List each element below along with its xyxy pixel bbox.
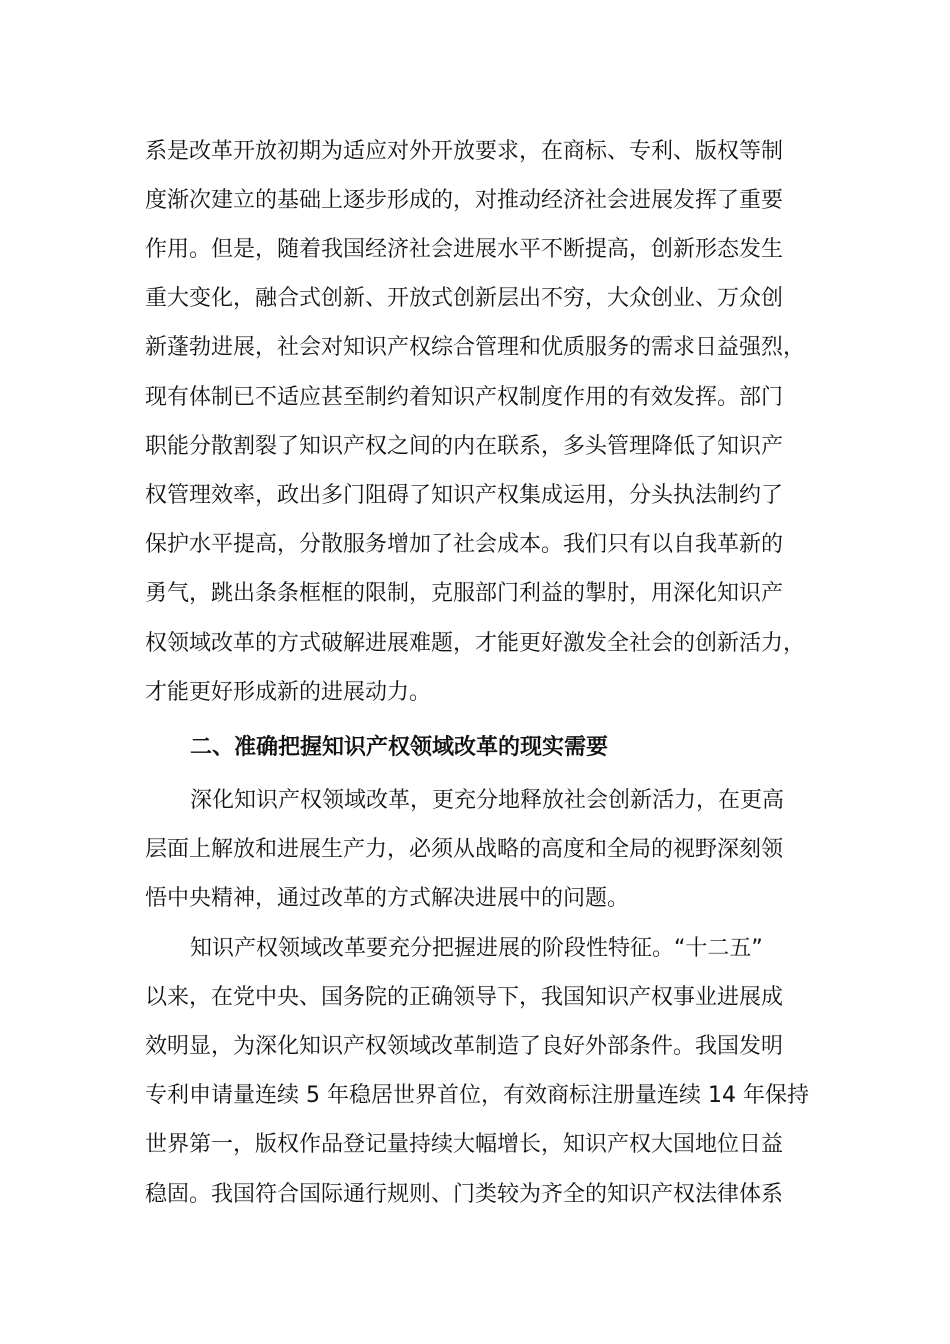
body-line: 以来，在党中央、国务院的正确领导下，我国知识产权事业进展成 [145,985,784,1010]
body-line: 效明显，为深化知识产权领域改革制造了良好外部条件。我国发明 [145,1034,784,1059]
body-line: 深化知识产权领域改革，更充分地释放社会创新活力，在更高 [190,788,785,813]
body-line: 重大变化，融合式创新、开放式创新层出不穷，大众创业、万众创 [145,286,784,311]
body-line: 现有体制已不适应甚至制约着知识产权制度作用的有效发挥。部门 [145,385,784,410]
body-line: 专利申请量连续 5 年稳居世界首位，有效商标注册量连续 14 年保持 [145,1083,809,1108]
body-line: 度渐次建立的基础上逐步形成的，对推动经济社会进展发挥了重要 [145,188,784,213]
body-line: 稳固。我国符合国际通行规则、门类较为齐全的知识产权法律体系 [145,1182,784,1207]
body-line: 世界第一，版权作品登记量持续大幅增长，知识产权大国地位日益 [145,1132,784,1157]
body-line: 才能更好形成新的进展动力。 [145,680,432,705]
body-line: 作用。但是，随着我国经济社会进展水平不断提高，创新形态发生 [145,237,784,262]
body-line: 权领域改革的方式破解进展难题，才能更好激发全社会的创新活力， [145,631,806,656]
section-heading: 二、准确把握知识产权领域改革的现实需要 [190,735,609,760]
body-line: 新蓬勃进展，社会对知识产权综合管理和优质服务的需求日益强烈， [145,335,806,360]
body-line: 层面上解放和进展生产力，必须从战略的高度和全局的视野深刻领 [145,837,784,862]
body-line: 悟中央精神，通过改革的方式解决进展中的问题。 [145,886,630,911]
body-line: 权管理效率，政出多门阻碍了知识产权集成运用，分头执法制约了 [145,483,784,508]
body-line: 知识产权领域改革要充分把握进展的阶段性特征。“十二五” [190,936,763,961]
body-line: 职能分散割裂了知识产权之间的内在联系，多头管理降低了知识产 [145,434,784,459]
body-line: 勇气，跳出条条框框的限制，克服部门利益的掣肘，用深化知识产 [145,581,784,606]
body-line: 系是改革开放初期为适应对外开放要求，在商标、专利、版权等制 [145,139,784,164]
body-line: 保护水平提高，分散服务增加了社会成本。我们只有以自我革新的 [145,532,784,557]
